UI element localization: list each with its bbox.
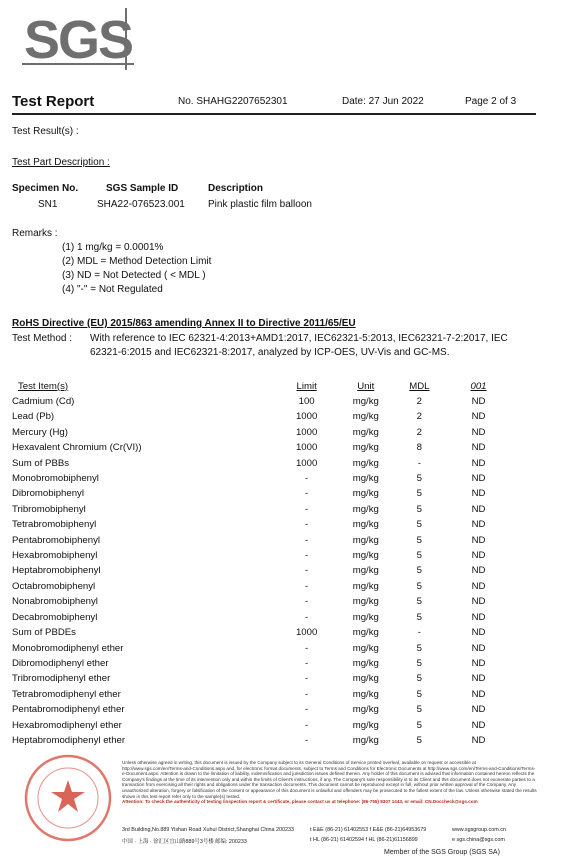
test-method-line2: 62321-6:2015 and IEC62321-8:2017, analyzed by ICP-OES, UV-Vis and GC-MS. <box>90 347 450 358</box>
mdl-cell: 2 <box>416 411 423 423</box>
result-cell: ND <box>471 457 486 469</box>
limit-header: Limit <box>296 380 317 392</box>
limit-cell: - <box>305 642 309 654</box>
table-header-row <box>12 378 512 394</box>
test-item-cell: Pentabromobiphenyl <box>12 534 101 546</box>
limit-cell: - <box>305 673 309 685</box>
sample-id: SHA22-076523.001 <box>97 199 185 210</box>
table-row <box>12 440 512 455</box>
limit-cell: - <box>305 580 309 592</box>
test-item-cell: Octabromobiphenyl <box>12 580 96 592</box>
test-item-cell: Sum of PBBs <box>12 457 70 469</box>
test-item-header: Test Item(s) <box>18 380 69 392</box>
unit-header: Unit <box>357 380 375 392</box>
table-row <box>12 425 512 440</box>
table-row <box>12 610 512 625</box>
test-item-cell: Pentabromodiphenyl ether <box>12 704 125 716</box>
table-row <box>12 548 512 563</box>
test-item-cell: Sum of PBDEs <box>12 627 76 639</box>
test-method-label: Test Method : <box>12 333 73 344</box>
test-item-cell: Hexavalent Chromium (Cr(VI)) <box>12 442 142 454</box>
result-cell: ND <box>471 442 486 454</box>
unit-cell: mg/kg <box>352 534 379 546</box>
results-table <box>12 378 512 748</box>
limit-cell: - <box>305 473 309 485</box>
test-method-line1: With reference to IEC 62321-4:2013+AMD1:2017, IEC62321-5:2013, IEC62321-7-2:2017, IEC <box>90 333 508 344</box>
mdl-cell: 5 <box>416 673 423 685</box>
unit-cell: mg/kg <box>352 426 379 438</box>
unit-cell: mg/kg <box>352 473 379 485</box>
result-cell: ND <box>471 642 486 654</box>
mdl-cell: 5 <box>416 657 423 669</box>
address-en: 3rd Building,No.889 Yishan Road Xuhui District,Shanghai China 200233 <box>122 827 295 833</box>
remark-item: (2) MDL = Method Detection Limit <box>62 256 212 267</box>
result-cell: ND <box>471 519 486 531</box>
mdl-header: MDL <box>409 380 430 392</box>
phone-hl: t HL (86-21) 61402594 f HL (86-21)61156899 <box>310 837 418 843</box>
table-row <box>12 502 512 517</box>
table-row <box>12 641 512 656</box>
unit-cell: mg/kg <box>352 457 379 469</box>
test-results-label: Test Result(s) : <box>12 126 79 137</box>
mdl-cell: 5 <box>416 473 423 485</box>
mdl-cell: 5 <box>416 642 423 654</box>
table-row <box>12 594 512 609</box>
unit-cell: mg/kg <box>352 642 379 654</box>
phone-ee: t E&E (86-21) 61402553 f E&E (86-21)64953679 <box>310 827 427 833</box>
website-link[interactable]: www.sgsgroup.com.cn <box>452 827 506 833</box>
limit-cell: - <box>305 734 309 746</box>
result-cell: ND <box>471 503 486 515</box>
report-number: No. SHAHG2207652301 <box>178 96 288 107</box>
table-row <box>12 733 512 748</box>
limit-cell: 1000 <box>295 627 318 639</box>
limit-cell: - <box>305 657 309 669</box>
attention-text: Attention: To check the authenticity of testing /inspection report & certificate, please contact us at telephone: (86-755) 8307 1443, or email: CN.Doccheck@sgs.com <box>122 799 478 805</box>
unit-cell: mg/kg <box>352 596 379 608</box>
report-title: Test Report <box>12 93 95 110</box>
result-cell: ND <box>471 473 486 485</box>
limit-cell: - <box>305 565 309 577</box>
unit-cell: mg/kg <box>352 580 379 592</box>
test-item-cell: Tribromodiphenyl ether <box>12 673 111 685</box>
result-cell: ND <box>471 596 486 608</box>
report-date: Date: 27 Jun 2022 <box>342 96 424 107</box>
result-cell: ND <box>471 488 486 500</box>
limit-cell: 1000 <box>295 442 318 454</box>
test-item-cell: Monobromodiphenyl ether <box>12 642 124 654</box>
remark-item: (1) 1 mg/kg = 0.0001% <box>62 242 164 253</box>
unit-cell: mg/kg <box>352 442 379 454</box>
limit-cell: - <box>305 488 309 500</box>
result-cell: ND <box>471 411 486 423</box>
unit-cell: mg/kg <box>352 627 379 639</box>
unit-cell: mg/kg <box>352 704 379 716</box>
result-cell: ND <box>471 657 486 669</box>
table-row <box>12 625 512 640</box>
test-item-cell: Monobromobiphenyl <box>12 473 99 485</box>
unit-cell: mg/kg <box>352 734 379 746</box>
mdl-cell: 5 <box>416 580 423 592</box>
mdl-cell: 5 <box>416 611 423 623</box>
mdl-cell: - <box>417 457 421 469</box>
result-cell: ND <box>471 565 486 577</box>
unit-cell: mg/kg <box>352 503 379 515</box>
test-item-cell: Tetrabromobiphenyl <box>12 519 97 531</box>
test-item-cell: Tribromobiphenyl <box>12 503 86 515</box>
table-row <box>12 517 512 532</box>
unit-cell: mg/kg <box>352 488 379 500</box>
mdl-cell: 2 <box>416 396 423 407</box>
mdl-cell: 5 <box>416 596 423 608</box>
limit-cell: - <box>305 534 309 546</box>
unit-cell: mg/kg <box>352 411 379 423</box>
mdl-cell: 5 <box>416 734 423 746</box>
member-line: Member of the SGS Group (SGS SA) <box>384 849 500 856</box>
unit-cell: mg/kg <box>352 519 379 531</box>
legal-disclaimer <box>122 760 537 805</box>
mdl-cell: 5 <box>416 719 423 731</box>
table-row <box>12 718 512 733</box>
inspection-seal <box>22 752 114 844</box>
table-row <box>12 671 512 686</box>
sample-001-header: 001 <box>470 380 487 392</box>
email-link[interactable]: e sgs.china@sgs.com <box>452 837 505 843</box>
mdl-cell: 5 <box>416 550 423 562</box>
mdl-cell: 5 <box>416 565 423 577</box>
table-row <box>12 409 512 424</box>
test-item-cell: Lead (Pb) <box>12 411 55 423</box>
remarks-label: Remarks : <box>12 228 58 239</box>
limit-cell: - <box>305 688 309 700</box>
description-header: Description <box>208 183 264 194</box>
logo-text: SGS <box>24 10 133 70</box>
unit-cell: mg/kg <box>352 396 379 407</box>
unit-cell: mg/kg <box>352 719 379 731</box>
unit-cell: mg/kg <box>352 657 379 669</box>
table-row <box>12 486 512 501</box>
result-cell: ND <box>471 534 486 546</box>
limit-cell: - <box>305 719 309 731</box>
table-row <box>12 579 512 594</box>
unit-cell: mg/kg <box>352 688 379 700</box>
limit-cell: - <box>305 550 309 562</box>
sgs-logo <box>22 8 142 70</box>
limit-cell: 1000 <box>295 457 318 469</box>
table-row <box>12 656 512 671</box>
table-row <box>12 563 512 578</box>
remark-item: (4) "-" = Not Regulated <box>62 284 163 295</box>
mdl-cell: 5 <box>416 503 423 515</box>
sample-id-header: SGS Sample ID <box>106 183 179 194</box>
test-item-cell: Dibromobiphenyl <box>12 488 84 500</box>
limit-cell: - <box>305 704 309 716</box>
test-item-cell: Tetrabromodiphenyl ether <box>12 688 121 700</box>
result-cell: ND <box>471 396 486 407</box>
result-cell: ND <box>471 719 486 731</box>
table-row <box>12 394 512 409</box>
test-item-cell: Heptabromodiphenyl ether <box>12 734 126 746</box>
unit-cell: mg/kg <box>352 550 379 562</box>
unit-cell: mg/kg <box>352 673 379 685</box>
mdl-cell: 5 <box>416 534 423 546</box>
mdl-cell: 5 <box>416 519 423 531</box>
result-cell: ND <box>471 704 486 716</box>
mdl-cell: - <box>417 627 421 639</box>
limit-cell: - <box>305 503 309 515</box>
sample-description: Pink plastic film balloon <box>208 199 312 210</box>
unit-cell: mg/kg <box>352 565 379 577</box>
test-item-cell: Hexabromodiphenyl ether <box>12 719 122 731</box>
limit-cell: - <box>305 519 309 531</box>
test-item-cell: Dibromodiphenyl ether <box>12 657 109 669</box>
test-item-cell: Mercury (Hg) <box>12 426 68 438</box>
mdl-cell: 2 <box>416 426 423 438</box>
unit-cell: mg/kg <box>352 611 379 623</box>
test-item-cell: Hexabromobiphenyl <box>12 550 98 562</box>
table-row <box>12 456 512 471</box>
limit-cell: 1000 <box>295 426 318 438</box>
limit-cell: - <box>305 611 309 623</box>
disclaimer-text: Unless otherwise agreed in writing, this document is issued by the Company subject to its General Conditions of Service printed overleaf, available on request or accessible at http://www.sgs.com/en/Terms-and-Conditions.aspx and, for electronic format documents, subject to Terms and Conditions for Electronic Documents at http://www.sgs.com/en/Terms-and-Conditions/Terms-e-Document.aspx. Attention is drawn to the limitation of liability, indemnification and jurisdiction issues defined therein. Any holder of this document is advised that information contained hereon reflects the Company's findings at the time of its intervention only and within the limits of Client's instructions, if any. The Company's sole responsibility is to its Client and this document does not exonerate parties to a transaction from exercising all their rights and obligations under the transaction documents. This document cannot be reproduced except in full, without prior written approval of the Company. Any unauthorized alteration, forgery or falsification of the content or appearance of this document is unlawful and offenders may be prosecuted to the fullest extent of the law. Unless otherwise stated the results shown in this test report refer only to the sample(s) tested. <box>122 760 537 799</box>
header-rule <box>12 113 536 115</box>
directive-heading: RoHS Directive (EU) 2015/863 amending Annex II to Directive 2011/65/EU <box>12 318 356 329</box>
table-row <box>12 533 512 548</box>
limit-cell: - <box>305 596 309 608</box>
result-cell: ND <box>471 734 486 746</box>
test-item-cell: Heptabromobiphenyl <box>12 565 101 577</box>
result-cell: ND <box>471 611 486 623</box>
mdl-cell: 8 <box>416 442 423 454</box>
result-cell: ND <box>471 426 486 438</box>
mdl-cell: 5 <box>416 488 423 500</box>
result-cell: ND <box>471 550 486 562</box>
limit-cell: 100 <box>298 396 315 407</box>
remark-item: (3) ND = Not Detected ( < MDL ) <box>62 270 206 281</box>
result-cell: ND <box>471 673 486 685</box>
table-row <box>12 471 512 486</box>
test-part-description-label: Test Part Description : <box>12 157 110 168</box>
result-cell: ND <box>471 688 486 700</box>
result-cell: ND <box>471 580 486 592</box>
test-item-cell: Cadmium (Cd) <box>12 396 75 407</box>
limit-cell: 1000 <box>295 411 318 423</box>
test-item-cell: Nonabromobiphenyl <box>12 596 98 608</box>
specimen-no: SN1 <box>38 199 58 210</box>
mdl-cell: 5 <box>416 704 423 716</box>
address-cn: 中国 · 上海 · 徐汇区宜山路889号3号楼 邮编: 200233 <box>122 839 247 845</box>
test-item-cell: Decabromobiphenyl <box>12 611 98 623</box>
specimen-no-header: Specimen No. <box>12 183 79 194</box>
result-cell: ND <box>471 627 486 639</box>
table-row <box>12 702 512 717</box>
table-row <box>12 687 512 702</box>
mdl-cell: 5 <box>416 688 423 700</box>
page-number: Page 2 of 3 <box>465 96 517 107</box>
